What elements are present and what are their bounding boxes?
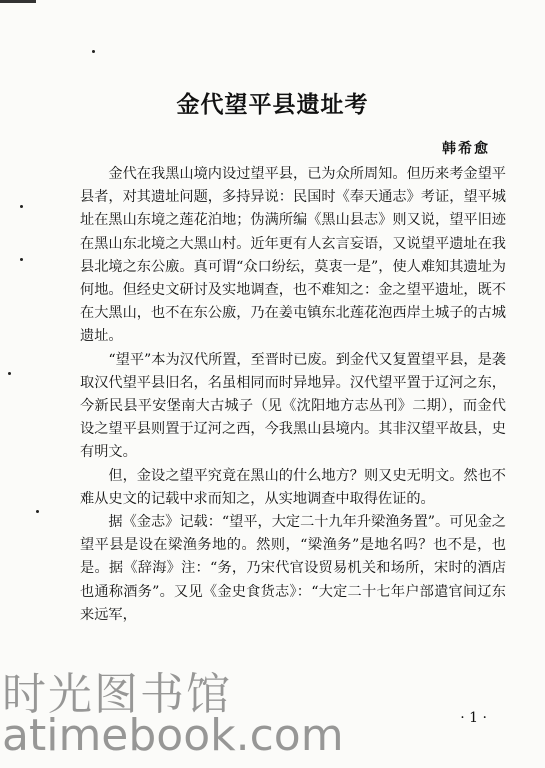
scan-speck	[92, 50, 95, 53]
page-number: · 1 ·	[460, 710, 487, 726]
watermark-url: atimebook.com	[2, 710, 344, 761]
paragraph: 但，金设之望平究竟在黑山的什么地方？则又史无明文。然也不难从史文的记载中求而知之，从实地调查中取得佐证的。	[80, 467, 506, 507]
scan-speck	[36, 510, 39, 513]
article-title: 金代望平县遗址考	[176, 91, 369, 118]
paragraph: 金代在我黑山境内设过望平县，已为众所周知。但历来考金望平县者，对其遗址问题，多持异说：民国时《奉天通志》考证，望平城址在黑山东境之莲花泊地；伪满所编《黑山县志》则又说，望平旧迹在黑山东北境之大黑山村。近年更有人玄言妄语，又说望平遗址在我县北境之东公廒。真可谓“众口纷纭，莫衷一是”，使人难知其遗址为何地。但经史文研讨及实地调查，也不难知之：金之望平遗址，既不在大黑山，也不在东公廒，乃在姜屯镇东北莲花泡西岸土城子的古城遗址。	[80, 166, 506, 345]
watermark-title: 时光图书馆	[2, 669, 232, 720]
paragraph: 据《金志》记载：“望平，大定二十九年升梁渔务置”。可见金之望平县是设在梁渔务地的。然则，“梁渔务”是地名吗？也不是，也是。据《辞海》注：“务，乃宋代官设贸易机关和场所，宋时的酒店也通称酒务”。又见《金史食货志》：“大定二十七年户部遣官间辽东来远军，	[80, 514, 506, 623]
scan-speck	[20, 205, 23, 208]
scan-speck	[8, 372, 11, 375]
article-body	[80, 163, 506, 627]
paragraph: “望平”本为汉代所置，至晋时已废。到金代又复置望平县，是袭取汉代望平县旧名，名虽相同而时异地异。汉代望平置于辽河之东，今新民县平安堡南大古城子（见《沈阳地方志丛刊》二期），而金代设之望平县则置于辽河之西，今我黑山县境内。其非汉望平故县，史有明文。	[80, 351, 506, 461]
top-edge-mark	[0, 0, 36, 3]
scan-speck	[20, 258, 23, 261]
article-author: 韩希愈	[442, 141, 490, 157]
